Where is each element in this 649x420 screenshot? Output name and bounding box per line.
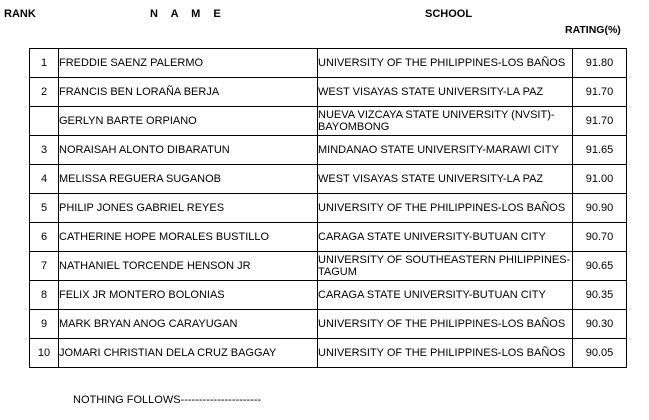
name-cell: NORAISAH ALONTO DIBARATUN: [59, 136, 318, 165]
rating-cell: 90.35: [573, 281, 627, 310]
rank-cell: 7: [30, 252, 59, 281]
table-row: [30, 165, 627, 194]
rank-cell: 10: [30, 339, 59, 368]
table-row: [30, 78, 627, 107]
name-column-header: N A M E: [150, 8, 226, 20]
name-cell: GERLYN BARTE ORPIANO: [59, 107, 318, 136]
school-cell: UNIVERSITY OF SOUTHEASTERN PHILIPPINES-TAGUM: [318, 252, 573, 281]
rank-cell: 4: [30, 165, 59, 194]
rating-cell: 91.80: [573, 49, 627, 78]
name-cell: PHILIP JONES GABRIEL REYES: [59, 194, 318, 223]
school-cell: WEST VISAYAS STATE UNIVERSITY-LA PAZ: [318, 165, 573, 194]
rank-cell: [30, 107, 59, 136]
name-cell: FRANCIS BEN LORAÑA BERJA: [59, 78, 318, 107]
rating-cell: 90.30: [573, 310, 627, 339]
school-cell: UNIVERSITY OF THE PHILIPPINES-LOS BAÑOS: [318, 310, 573, 339]
rank-column-header: RANK: [4, 8, 36, 20]
rank-cell: 8: [30, 281, 59, 310]
name-cell: JOMARI CHRISTIAN DELA CRUZ BAGGAY: [59, 339, 318, 368]
name-cell: MARK BRYAN ANOG CARAYUGAN: [59, 310, 318, 339]
rank-cell: 3: [30, 136, 59, 165]
rank-cell: 5: [30, 194, 59, 223]
rank-cell: 2: [30, 78, 59, 107]
rank-cell: 6: [30, 223, 59, 252]
table-row: [30, 49, 627, 78]
rating-column-header: RATING(%): [565, 24, 621, 36]
name-cell: CATHERINE HOPE MORALES BUSTILLO: [59, 223, 318, 252]
table-row: [30, 339, 627, 368]
school-cell: UNIVERSITY OF THE PHILIPPINES-LOS BAÑOS: [318, 194, 573, 223]
school-cell: CARAGA STATE UNIVERSITY-BUTUAN CITY: [318, 223, 573, 252]
rating-cell: 91.70: [573, 78, 627, 107]
table-row: [30, 107, 627, 136]
rating-cell: 91.70: [573, 107, 627, 136]
rating-cell: 91.65: [573, 136, 627, 165]
school-cell: UNIVERSITY OF THE PHILIPPINES-LOS BAÑOS: [318, 49, 573, 78]
table-row: [30, 136, 627, 165]
school-cell: WEST VISAYAS STATE UNIVERSITY-LA PAZ: [318, 78, 573, 107]
school-column-header: SCHOOL: [425, 8, 473, 20]
school-cell: NUEVA VIZCAYA STATE UNIVERSITY (NVSIT)-BAYOMBONG: [318, 107, 573, 136]
table-row: [30, 310, 627, 339]
rank-cell: 9: [30, 310, 59, 339]
table-row: [30, 194, 627, 223]
rating-cell: 90.05: [573, 339, 627, 368]
rank-cell: 1: [30, 49, 59, 78]
name-cell: FREDDIE SAENZ PALERMO: [59, 49, 318, 78]
school-cell: UNIVERSITY OF THE PHILIPPINES-LOS BAÑOS: [318, 339, 573, 368]
nothing-follows-note: NOTHING FOLLOWS----------------------: [73, 394, 262, 406]
table-row: [30, 252, 627, 281]
rating-cell: 90.65: [573, 252, 627, 281]
table-row: [30, 281, 627, 310]
table-row: [30, 223, 627, 252]
name-cell: MELISSA REGUERA SUGANOB: [59, 165, 318, 194]
rating-cell: 90.90: [573, 194, 627, 223]
rating-cell: 90.70: [573, 223, 627, 252]
school-cell: MINDANAO STATE UNIVERSITY-MARAWI CITY: [318, 136, 573, 165]
name-cell: FELIX JR MONTERO BOLONIAS: [59, 281, 318, 310]
name-cell: NATHANIEL TORCENDE HENSON JR: [59, 252, 318, 281]
rating-cell: 91.00: [573, 165, 627, 194]
results-table: [29, 48, 627, 368]
school-cell: CARAGA STATE UNIVERSITY-BUTUAN CITY: [318, 281, 573, 310]
